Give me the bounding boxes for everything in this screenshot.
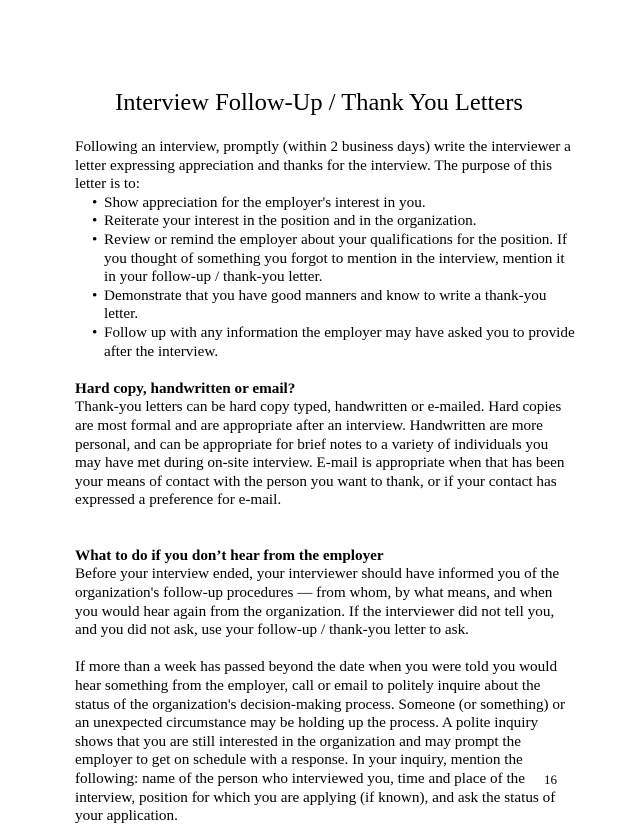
section-text-no-response: Before your interview ended, your interviewer should have informed you of the organization's follow-up procedures — from whom, by what means, and when you would hear again from the organization. If the interviewer did not tell you, and you did not ask, use your follow-up / thank-you letter to ask. <box>75 565 560 639</box>
document-body <box>75 138 575 826</box>
page-number: 16 <box>544 772 557 787</box>
purpose-item-text: Demonstrate that you have good manners and know to write a thank-you letter. <box>104 286 547 323</box>
purpose-item-text: Reiterate your interest in the position and in the organization. <box>104 212 477 230</box>
purpose-item <box>92 324 575 361</box>
page-title: Interview Follow-Up / Thank You Letters <box>115 89 523 116</box>
purpose-list <box>75 194 575 361</box>
purpose-item-text: Show appreciation for the employer's interest in you. <box>104 193 426 211</box>
intro-paragraph: Following an interview, promptly (within 2 business days) write the interviewer a letter expressing appreciation and thanks for the interview. The purpose of this letter is to: <box>75 138 571 193</box>
spacer <box>75 361 575 380</box>
section-text-format: Thank-you letters can be hard copy typed, handwritten or e-mailed. Hard copies are most formal and are appropriate after an interview. Handwritten are more personal, and can be appropriate for brief notes to a variety of individuals you may have met during on-site interview. E-mail is appropriate when that has been your means of contact with the person you want to thank, or if your contact has expressed a preference for e-mail. <box>75 398 565 509</box>
purpose-item-text: Review or remind the employer about your qualifications for the position. If you thought of something you forgot to mention in the interview, mention it in your follow-up / thank-you letter. <box>104 230 568 286</box>
purpose-item <box>92 212 575 231</box>
spacer <box>75 640 575 659</box>
section-text-follow-up-inquiry: If more than a week has passed beyond the date when you were told you would hear something from the employer, call or email to politely inquire about the status of the organization's decision-making process. Someone (or something) or an unexpected circumstance may be holding up the process. A polite inquiry shows that you are still interested in the organization and may prompt the employer to get on schedule with a response. In your inquiry, mention the following: name of the person who interviewed you, time and place of the interview, position for which you are applying (if known), and ask the status of your application. <box>75 658 566 825</box>
purpose-item <box>92 287 575 324</box>
section-heading-no-response: What to do if you don’t hear from the employer <box>75 546 384 564</box>
purpose-item <box>92 231 575 287</box>
purpose-item <box>92 194 575 213</box>
bullet-point: • <box>92 212 98 230</box>
section-heading-format: Hard copy, handwritten or email? <box>75 379 296 397</box>
bullet-point: • <box>92 193 98 211</box>
bullet-point: • <box>92 323 98 341</box>
bullet-point: • <box>92 286 98 304</box>
purpose-item-text: Follow up with any information the employer may have asked you to provide after the interview. <box>104 323 575 360</box>
spacer <box>75 510 575 547</box>
bullet-point: • <box>92 230 98 248</box>
